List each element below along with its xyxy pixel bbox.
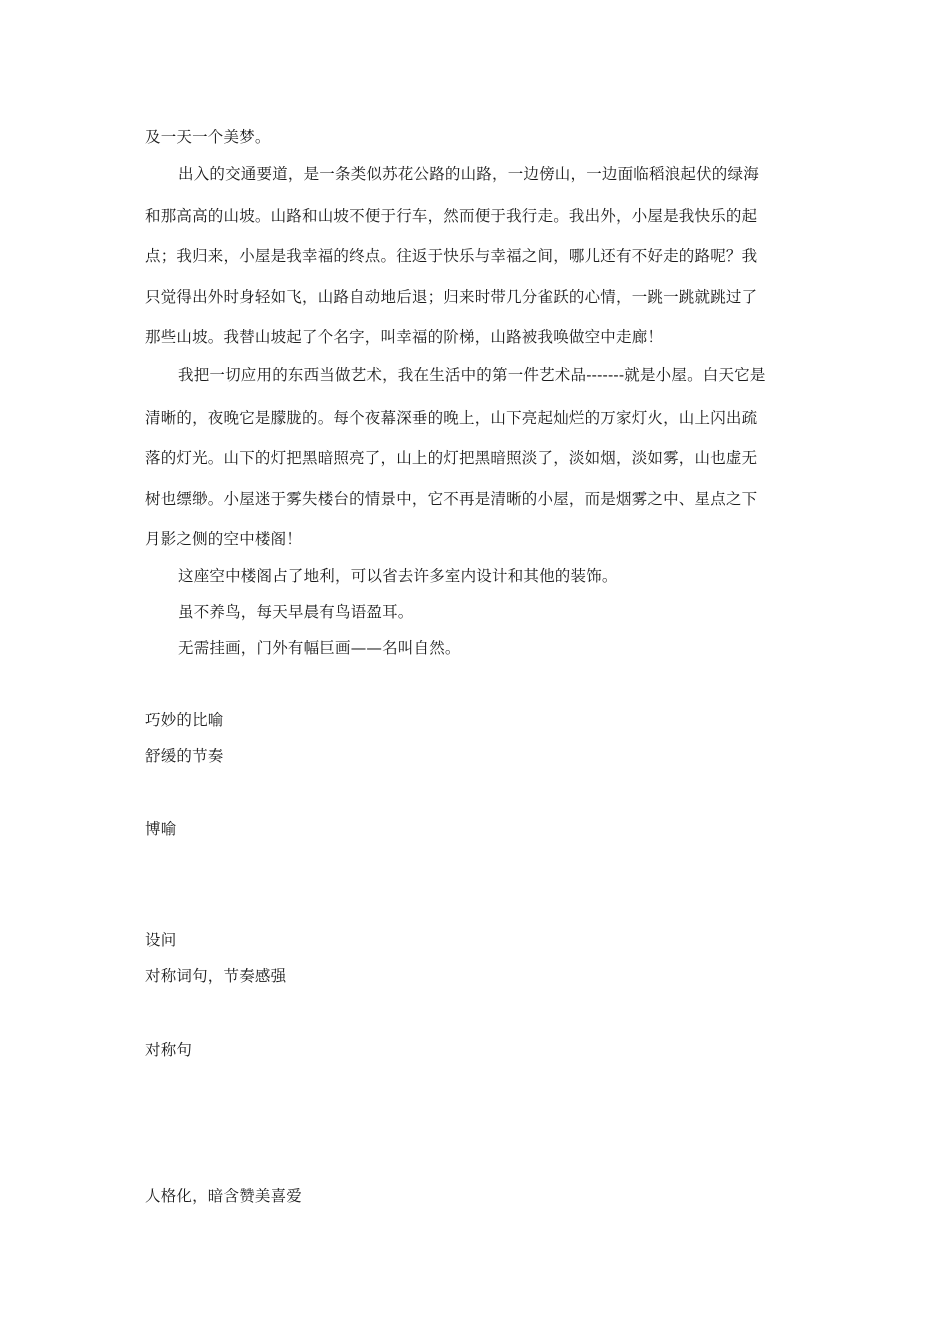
text-line: 清晰的，夜晚它是朦胧的。每个夜幕深垂的晚上，山下亮起灿烂的万家灯火，山上闪出疏 (145, 409, 758, 427)
annotation-note: 对称词句，节奏感强 (145, 967, 287, 985)
text-line: 月影之侧的空中楼阁！ (145, 530, 303, 548)
annotation-note: 人格化，暗含赞美喜爱 (145, 1187, 303, 1205)
annotation-note: 舒缓的节奏 (145, 747, 224, 765)
text-line: 出入的交通要道，是一条类似苏花公路的山路，一边傍山，一边面临稻浪起伏的绿海 (178, 165, 759, 183)
text-line: 树也缥缈。小屋迷于雾失楼台的情景中，它不再是清晰的小屋，而是烟雾之中、星点之下 (145, 490, 758, 508)
annotation-note: 博喻 (145, 820, 177, 838)
text-line: 点；我归来，小屋是我幸福的终点。往返于快乐与幸福之间，哪儿还有不好走的路呢？我 (145, 247, 758, 265)
text-line: 无需挂画，门外有幅巨画——名叫自然。 (178, 639, 461, 657)
text-line: 只觉得出外时身轻如飞，山路自动地后退；归来时带几分雀跃的心情，一跳一跳就跳过了 (145, 288, 758, 306)
text-line: 落的灯光。山下的灯把黑暗照亮了，山上的灯把黑暗照淡了，淡如烟，淡如雾，山也虚无 (145, 449, 758, 467)
text-line: 和那高高的山坡。山路和山坡不便于行车，然而便于我行走。我出外，小屋是我快乐的起 (145, 207, 758, 225)
text-line: 那些山坡。我替山坡起了个名字，叫幸福的阶梯，山路被我唤做空中走廊！ (145, 328, 664, 346)
text-line: 及一天一个美梦。 (145, 128, 271, 146)
annotation-note: 对称句 (145, 1041, 193, 1059)
annotation-note: 设问 (145, 931, 177, 949)
text-line: 这座空中楼阁占了地利，可以省去许多室内设计和其他的装饰。 (178, 567, 618, 585)
text-line: 虽不养鸟，每天早晨有鸟语盈耳。 (178, 603, 414, 621)
text-line: 我把一切应用的东西当做艺术，我在生活中的第一件艺术品-------就是小屋。白天它是 (178, 366, 766, 384)
annotation-note: 巧妙的比喻 (145, 711, 224, 729)
